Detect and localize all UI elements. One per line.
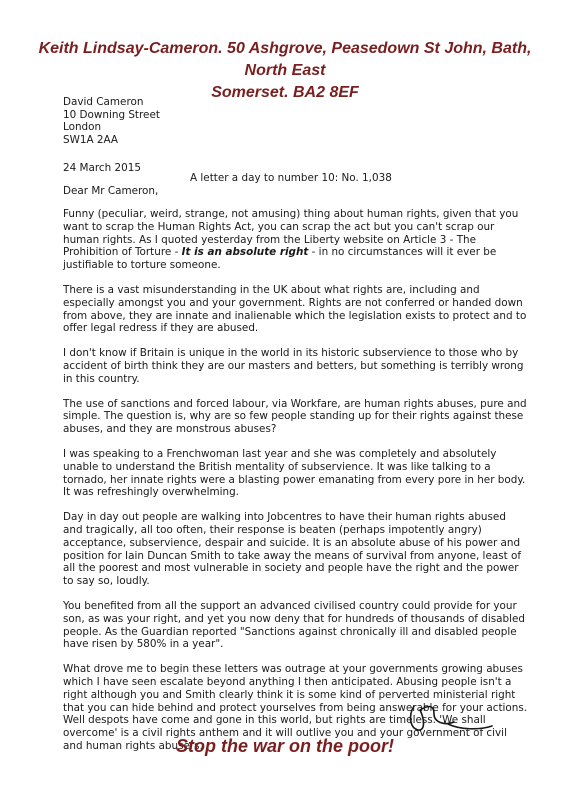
- salutation: Dear Mr Cameron,: [63, 185, 159, 197]
- paragraph-6: Day in day out people are walking into Jobcentres to have their human rights abused and tragically, all too often, their response is beaten (perhaps impotently angry) acceptance, subservience, despair and suicide. It is an absolute abuse of his power and position for Iain Duncan Smith to take away the means of survival from anyone, least of all the poorest and most vulnerable in society and people have the right and the power to say so, loudly.: [63, 511, 522, 588]
- letter-date: 24 March 2015: [63, 162, 141, 174]
- sender-address-line-1: Keith Lindsay-Cameron. 50 Ashgrove, Peasedown St John, Bath, North East: [38, 40, 532, 79]
- recipient-name: David Cameron: [63, 96, 144, 108]
- sender-address-line-2: Somerset. BA2 8EF: [211, 84, 359, 101]
- paragraph-7: You benefited from all the support an advanced civilised country could provide for your son, as was your right, and yet you now deny that for hundreds of thousands of disabled people. As the Guardian reported "Sanctions against chronically ill and disabled people have risen by 580% in a year".: [63, 599, 525, 651]
- letter-body: [63, 208, 528, 765]
- paragraph-5: I was speaking to a Frenchwoman last year and she was completely and absolutely unable to understand the British mentality of subservience. It was like talking to a tornado, her innate rights were a blasting power emanating from every pore in her body. It was refreshingly overwhelming.: [63, 447, 526, 499]
- paragraph-1: [63, 208, 528, 272]
- paragraph-1-text: Funny (peculiar, weird, strange, not amusing) thing about human rights, given that you want to scrap the Human Rights Act, you can scrap the act but you can't scrap our human rights. As I quoted yesterday from the Liberty website on Article 3 - The Prohibition of Torture -: [63, 208, 519, 259]
- sender-address-header: [20, 38, 550, 104]
- paragraph-1-text-end: - in no circumstances will it ever be justifiable to torture someone.: [63, 246, 497, 272]
- paragraph-8: What drove me to begin these letters was outrage at your governments growing abuses which I have seen escalate beyond anything I then anticipated. Abusing people isn't a right although you and Smith clearly think it is some kind of perverted ministerial right that you can hide behind and protect yourselves from being answerable for your actions. Well despots have come and gone in this world, but rights are timeless. 'We shall overcome' is a civil rights anthem and it will outlive you and your government of civil and human rights abusers.: [63, 663, 528, 752]
- recipient-city: London: [63, 121, 102, 134]
- recipient-street: 10 Downing Street: [63, 108, 160, 121]
- paragraph-1-emphasis: It is an absolute right: [181, 246, 309, 259]
- paragraph-4: The use of sanctions and forced labour, via Workfare, are human rights abuses, pure and simple. The question is, why are so few people standing up for their rights against these abuses, and they are monstrous abuses?: [63, 397, 527, 436]
- recipient-address: [63, 96, 160, 146]
- paragraph-3: I don't know if Britain is unique in the world in its historic subservience to those who by accident of birth think they are our masters and betters, but something is terribly wrong in this country.: [63, 347, 524, 385]
- signature: [400, 700, 495, 734]
- letter-reference: A letter a day to number 10: No. 1,038: [190, 172, 392, 184]
- footer-slogan: Stop the war on the poor!: [176, 736, 394, 756]
- paragraph-2: There is a vast misunderstanding in the UK about what rights are, including and especially amongst you and your government. Rights are not conferred or handed down from above, they are innate and inalienable which the legislation exists to protect and to offer legal redress if they are abused.: [63, 283, 527, 335]
- recipient-postcode: SW1A 2AA: [63, 133, 119, 146]
